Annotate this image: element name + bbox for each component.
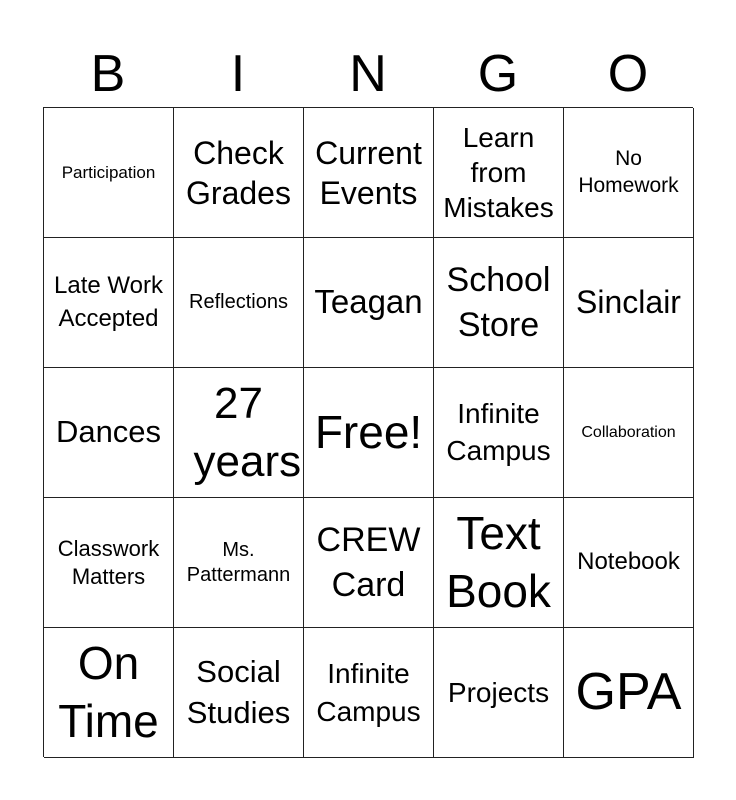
header-letter-o: O [607, 45, 649, 103]
cell-label: No Homework [578, 147, 679, 197]
header-letter-b: B [90, 45, 126, 103]
cell-label: Classwork Matters [57, 536, 160, 589]
header-letter-g: G [477, 45, 519, 103]
cell-label: Dances [55, 414, 162, 450]
cell-label: CREW Card [316, 521, 421, 604]
bingo-cell[interactable] [304, 498, 434, 628]
cell-label: Sinclair [576, 283, 681, 320]
bingo-cell[interactable] [44, 368, 174, 498]
cell-label: Current Events [315, 134, 422, 211]
bingo-cell[interactable] [44, 498, 174, 628]
bingo-cell[interactable] [174, 368, 304, 498]
cell-label: Ms. Pattermann [186, 538, 291, 586]
bingo-cell[interactable] [434, 368, 564, 498]
cell-label: Check Grades [186, 134, 291, 211]
cell-label: Reflections [189, 291, 288, 313]
header-letter-n: N [349, 45, 387, 103]
bingo-cell[interactable] [304, 368, 434, 498]
bingo-cell[interactable] [434, 628, 564, 758]
bingo-cell[interactable] [44, 628, 174, 758]
bingo-cell[interactable] [304, 628, 434, 758]
cell-label: GPA [575, 663, 682, 722]
cell-label: Late Work Accepted [54, 272, 163, 332]
cell-label: Projects [447, 676, 550, 708]
bingo-board [43, 107, 693, 757]
cell-label: Notebook [577, 548, 680, 576]
cell-label: Free! [314, 405, 423, 458]
cell-label: 27 years [193, 379, 302, 486]
bingo-cell[interactable] [44, 238, 174, 368]
bingo-cell[interactable] [174, 628, 304, 758]
cell-label: Infinite Campus [446, 398, 551, 466]
bingo-cell[interactable] [564, 368, 694, 498]
cell-label: School Store [446, 261, 551, 344]
bingo-header [43, 40, 693, 108]
cell-label: Collaboration [581, 423, 676, 441]
bingo-cell[interactable] [304, 238, 434, 368]
bingo-cell[interactable] [564, 628, 694, 758]
cell-label: Participation [61, 162, 156, 182]
bingo-cell[interactable] [174, 498, 304, 628]
cell-label: On Time [58, 637, 159, 747]
cell-label: Teagan [314, 283, 423, 321]
cell-label: Social Studies [186, 654, 291, 730]
bingo-cell[interactable] [44, 108, 174, 238]
bingo-cell[interactable] [564, 238, 694, 368]
bingo-cell[interactable] [434, 108, 564, 238]
header-letter-i: I [230, 45, 246, 103]
bingo-cell[interactable] [174, 238, 304, 368]
cell-label: Text Book [446, 507, 551, 617]
bingo-cell[interactable] [174, 108, 304, 238]
cell-label: Learn from Mistakes [443, 122, 554, 223]
bingo-cell[interactable] [434, 238, 564, 368]
bingo-cell[interactable] [434, 498, 564, 628]
cell-label: Infinite Campus [316, 657, 421, 727]
bingo-cell[interactable] [564, 108, 694, 238]
bingo-cell[interactable] [564, 498, 694, 628]
bingo-cell[interactable] [304, 108, 434, 238]
